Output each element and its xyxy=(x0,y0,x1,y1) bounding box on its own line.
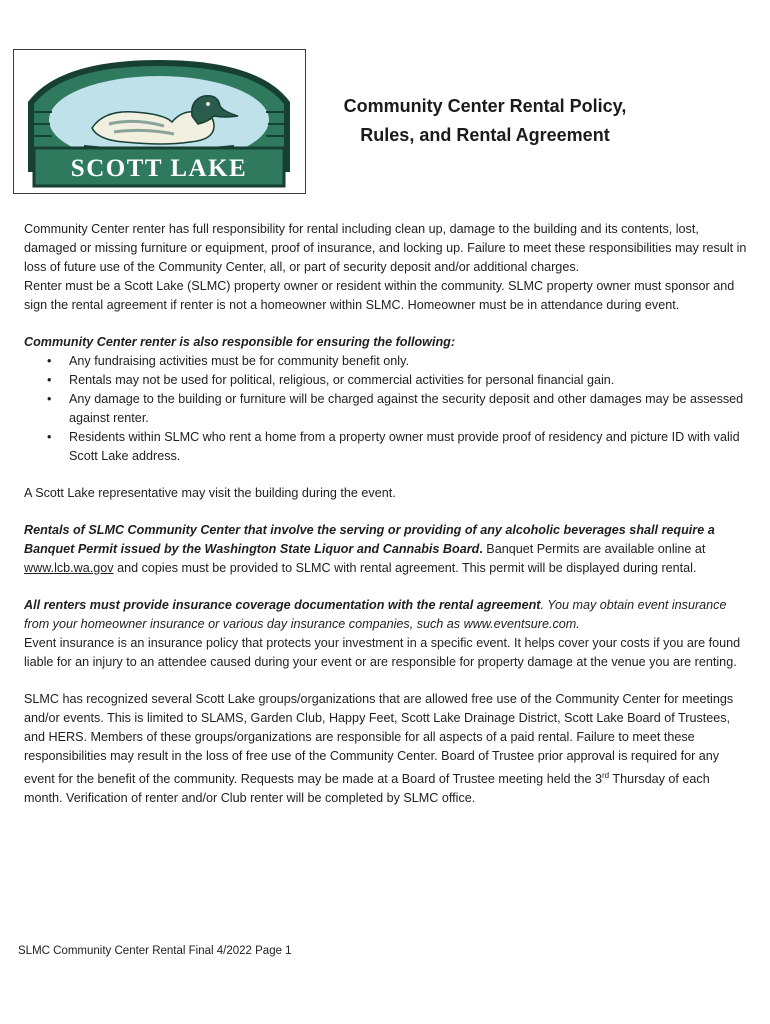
insurance-description: Event insurance is an insurance policy that protects your investment in a specific event. It helps cover your costs if you are found liable for an injury to an attendee caused during your event or are responsible for property damage at the venue you are renting. xyxy=(24,636,741,669)
groups-sup: rd xyxy=(602,771,610,780)
list-item: • Any fundraising activities must be for community benefit only. xyxy=(24,352,750,371)
alcohol-text-2: and copies must be provided to SLMC with rental agreement. This permit will be displayed during rental. xyxy=(113,561,697,575)
duck-sign-icon xyxy=(14,50,304,192)
representative-paragraph: A Scott Lake representative may visit the building during the event. xyxy=(24,486,396,500)
page-title xyxy=(300,92,670,150)
insurance-note: . You may obtain event insurance from your homeowner insurance or various day insurance companies, such as www.eventsure.com. xyxy=(24,598,727,631)
alcohol-paragraph xyxy=(24,521,750,578)
logo-text: SCOTT LAKE xyxy=(70,155,248,182)
alcohol-period: . xyxy=(479,542,483,556)
groups-text-2: Thursday of each month. Verification of renter and/or Club renter will be completed by SLMC office. xyxy=(24,772,710,806)
list-item: • Residents within SLMC who rent a home from a property owner must provide proof of residency and picture ID with valid Scott Lake address. xyxy=(24,428,750,466)
alcohol-text-1: Banquet Permits are available online at xyxy=(482,542,706,556)
list-item: • Rentals may not be used for political, religious, or commercial activities for personal financial gain. xyxy=(24,371,750,390)
responsibilities-list xyxy=(24,352,750,466)
policy-content xyxy=(24,220,750,808)
title-line-2: Rules, and Rental Agreement xyxy=(360,125,610,145)
insurance-paragraph xyxy=(24,596,750,634)
groups-text-1: SLMC has recognized several Scott Lake groups/organizations that are allowed free use of the Community Center for meetings and/or events. This is limited to SLAMS, Garden Club, Happy Feet, Scott Lake Drainage District, Scott Lake Board of Trustees, and HERS. Members of these groups/organizations are responsible for all aspects of a paid rental. Failure to meet these responsibilities may result in the loss of free use of the Community Center. Board of Trustee prior approval is required for any event for the benefit of the community. Requests may be made at a Board of Trustee meeting held the 3 xyxy=(24,692,734,787)
alcohol-requirement: Rentals of SLMC Community Center that involve the serving or providing of any alcoholic beverages shall require a Banquet Permit issued by the Washington State Liquor and Cannabis Board xyxy=(24,523,715,556)
insurance-requirement: All renters must provide insurance coverage documentation with the rental agreement xyxy=(24,598,541,612)
intro-paragraph-2: Renter must be a Scott Lake (SLMC) property owner or resident within the community. SLMC property owner must sponsor and sign the rental agreement if renter is not a homeowner within SLMC. Homeowner must be in attendance during event. xyxy=(24,279,735,312)
responsibilities-heading: Community Center renter is also responsible for ensuring the following: xyxy=(24,335,456,349)
groups-paragraph xyxy=(24,690,750,808)
intro-paragraph-1: Community Center renter has full responsibility for rental including clean up, damage to the building and its contents, lost, damaged or missing furniture or equipment, proof of insurance, and locking up. Failure to meet these responsibilities may result in loss of future use of the Community Center, all, or part of security deposit and/or additional charges. xyxy=(24,222,747,274)
lcb-link[interactable]: www.lcb.wa.gov xyxy=(24,561,114,575)
title-line-1: Community Center Rental Policy, xyxy=(343,96,627,116)
scott-lake-logo xyxy=(13,49,306,194)
list-item: • Any damage to the building or furniture will be charged against the security deposit and other damages may be assessed against renter. xyxy=(24,390,750,428)
page-footer: SLMC Community Center Rental Final 4/2022 Page 1 xyxy=(18,945,292,957)
